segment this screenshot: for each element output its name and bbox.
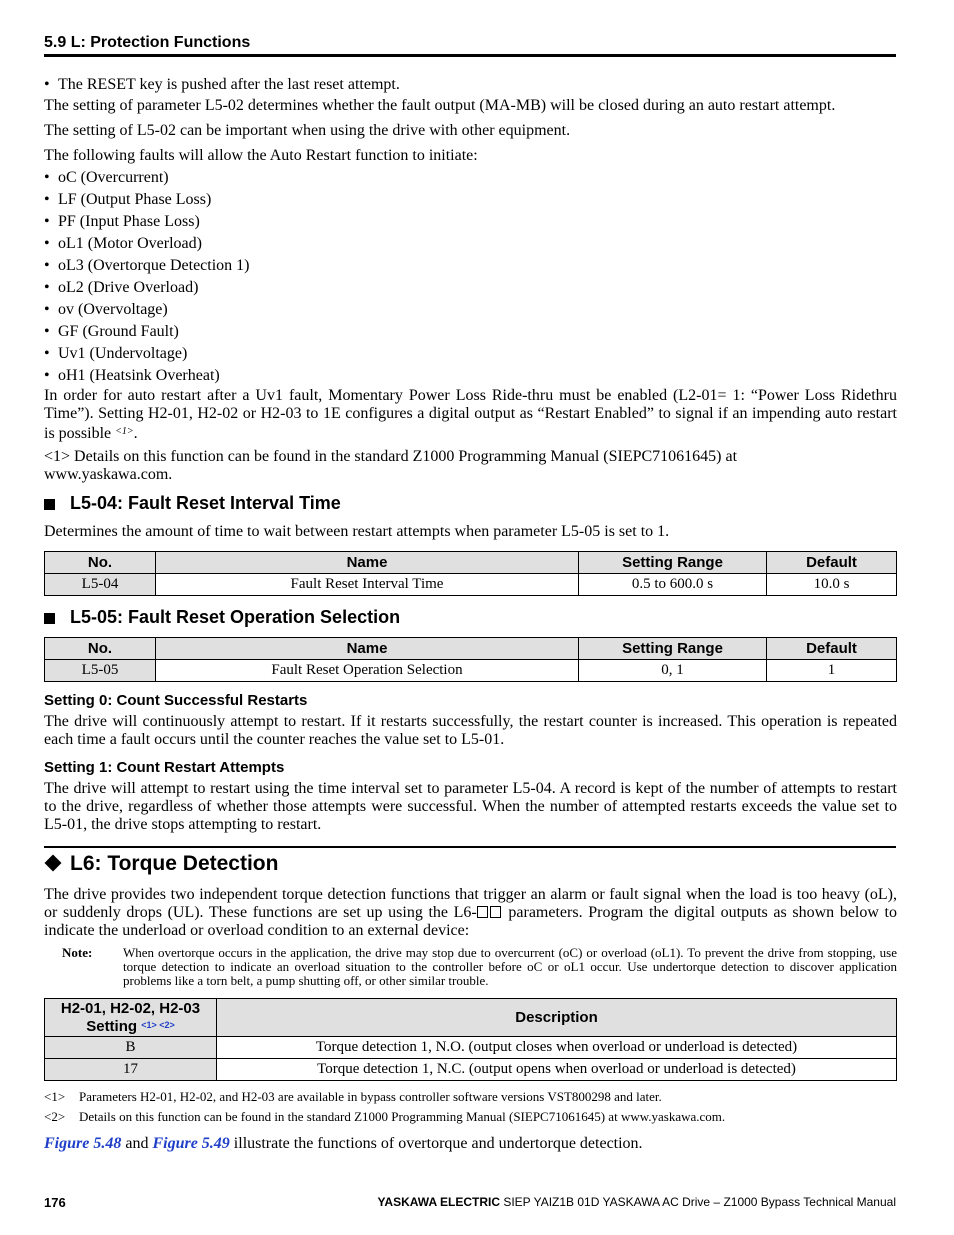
column-header: No. xyxy=(45,638,156,660)
note-text: When overtorque occurs in the application, the drive may stop due to overcurrent (oC) or overload (oL1). To prevent the drive from stopping, use torque detection to indicate an overload situation to the controller before oC or oL1 occur. Use undertorque detection to discover application problems like a torn belt, a pump shutting off, or other similar trouble. xyxy=(123,945,897,988)
period: . xyxy=(133,425,138,442)
setting-label: Setting xyxy=(86,1017,138,1035)
l504-heading xyxy=(44,493,341,514)
bullet-icon: • xyxy=(44,301,50,318)
bullet-icon: • xyxy=(44,235,50,252)
table-cell: 0.5 to 600.0 s xyxy=(579,574,767,596)
diamond-bullet-icon xyxy=(45,855,62,872)
table-cell: 10.0 s xyxy=(767,574,897,596)
column-header: Default xyxy=(767,552,897,574)
section-header: 5.9 L: Protection Functions xyxy=(44,34,251,51)
column-header-line: H2-01, H2-02, H2-03 xyxy=(60,999,201,1017)
fault-list-item xyxy=(44,279,198,297)
column-header xyxy=(45,999,217,1037)
column-header: Setting Range xyxy=(579,552,767,574)
list-item: • The RESET key is pushed after the last reset attempt. xyxy=(44,76,400,93)
setting0-heading: Setting 0: Count Successful Restarts xyxy=(44,692,308,709)
fault-text: LF (Output Phase Loss) xyxy=(58,191,212,208)
fault-text: oH1 (Heatsink Overheat) xyxy=(58,367,220,384)
bullet-icon: • xyxy=(44,169,50,186)
l504-heading-text: L5-04: Fault Reset Interval Time xyxy=(70,493,341,513)
table-cell: 0, 1 xyxy=(579,660,767,682)
table-row xyxy=(45,574,897,596)
column-header: Name xyxy=(156,552,579,574)
l505-table xyxy=(44,637,897,682)
bullet-icon: • xyxy=(44,213,50,230)
ref-marks: <1> <2> xyxy=(141,1019,175,1030)
table-cell: L5-05 xyxy=(45,660,156,682)
page-number: 176 xyxy=(44,1195,66,1210)
table-cell: B xyxy=(45,1037,217,1059)
column-header: Default xyxy=(767,638,897,660)
table-cell: L5-04 xyxy=(45,574,156,596)
uv1-paragraph xyxy=(44,387,897,443)
l504-table xyxy=(44,551,897,596)
footnote-mark: <1> xyxy=(44,1089,66,1104)
fault-list-item xyxy=(44,191,211,209)
fault-text: Uv1 (Undervoltage) xyxy=(58,345,188,362)
bullet-icon: • xyxy=(44,323,50,340)
placeholder-boxes-icon xyxy=(477,904,503,922)
l6-paragraph xyxy=(44,886,897,940)
table-row xyxy=(45,660,897,682)
square-bullet-icon xyxy=(44,499,55,510)
fault-list-item xyxy=(44,257,249,275)
bullet-icon: • xyxy=(44,279,50,296)
footnote-text: Parameters H2-01, H2-02, and H2-03 are available in bypass controller software versions VST800298 and later. xyxy=(79,1089,662,1104)
paragraph: The setting of L5-02 can be important when using the drive with other equipment. xyxy=(44,122,571,139)
l504-description: Determines the amount of time to wait between restart attempts when parameter L5-05 is set to 1. xyxy=(44,523,670,540)
fault-text: PF (Input Phase Loss) xyxy=(58,213,200,230)
paragraph: The setting of parameter L5-02 determines whether the fault output (MA-MB) will be closed during an auto restart attempt. xyxy=(44,97,836,114)
table-cell: Torque detection 1, N.O. (output closes when overload or underload is detected) xyxy=(217,1037,897,1059)
setting0-text: The drive will continuously attempt to restart. If it restarts successfully, the restart counter is increased. This operation is repeated each time a fault occurs until the counter reaches the value set to L5-01. xyxy=(44,713,897,748)
setting1-text: The drive will attempt to restart using the time interval set to parameter L5-04. A record is kept of the number of attempts to restart to the drive, regardless of whether those attempts were successful. When the number of attempted restarts exceeds the value set to L5-01, the drive stops attempting to restart. xyxy=(44,780,897,833)
l6-text-start: The drive provides two independent torque detection functions that trigger an alarm or fault signal when the load is too heavy (oL), or suddenly drops (UL). These functions are set up using the L6- xyxy=(44,886,897,921)
fault-text: oL3 (Overtorque Detection 1) xyxy=(58,257,250,274)
l6-heading-text: L6: Torque Detection xyxy=(70,852,279,875)
figure-5-48-link[interactable]: Figure 5.48 xyxy=(44,1135,122,1152)
bullet-icon: • xyxy=(44,191,50,208)
table-row xyxy=(45,1059,897,1081)
figure-5-49-link[interactable]: Figure 5.49 xyxy=(152,1135,230,1152)
reference-note: <1> Details on this function can be found in the standard Z1000 Programming Manual (SIEPC71061645) at www.yaskawa.com. xyxy=(44,448,738,483)
fault-list-item xyxy=(44,235,202,253)
fault-text: oL2 (Drive Overload) xyxy=(58,279,199,296)
fault-list-item xyxy=(44,323,179,341)
fault-list-item xyxy=(44,169,169,187)
paragraph: The following faults will allow the Auto Restart function to initiate: xyxy=(44,147,478,164)
column-header: Description xyxy=(217,999,897,1037)
bullet-icon: • xyxy=(44,345,50,362)
table-cell: Fault Reset Interval Time xyxy=(156,574,579,596)
footnote-mark: <2> xyxy=(44,1109,66,1124)
l6-heading xyxy=(44,852,278,876)
column-header: No. xyxy=(45,552,156,574)
l505-heading xyxy=(44,607,400,628)
fault-text: oC (Overcurrent) xyxy=(58,169,169,186)
header-rule xyxy=(44,54,896,57)
footer-brand: YASKAWA ELECTRIC xyxy=(377,1195,500,1209)
reset-bullet-text: The RESET key is pushed after the last reset attempt. xyxy=(58,76,400,93)
fault-list-item xyxy=(44,213,200,231)
table-row xyxy=(45,1037,897,1059)
note-label: Note: xyxy=(62,945,93,960)
bullet-icon: • xyxy=(44,367,50,384)
h2-settings-table xyxy=(44,998,897,1081)
figure-reference-line xyxy=(44,1135,897,1153)
l6-text-end: parameters. Program the digital outputs as shown below to indicate the underload or overload condition to an external device: xyxy=(44,904,898,939)
table-cell: Fault Reset Operation Selection xyxy=(156,660,579,682)
table-cell: 17 xyxy=(45,1059,217,1081)
column-header: Setting Range xyxy=(579,638,767,660)
table-cell: 1 xyxy=(767,660,897,682)
footnote-text: Details on this function can be found in the standard Z1000 Programming Manual (SIEPC71061645) at www.yaskawa.com. xyxy=(79,1109,726,1124)
fault-list-item xyxy=(44,301,168,319)
section-rule xyxy=(44,846,896,848)
fault-list-item xyxy=(44,345,187,363)
fault-text: oL1 (Motor Overload) xyxy=(58,235,202,252)
column-header: Name xyxy=(156,638,579,660)
footer-doc: SIEP YAIZ1B 01D YASKAWA AC Drive – Z1000 Bypass Technical Manual xyxy=(503,1195,896,1209)
figure-line-rest: illustrate the functions of overtorque and undertorque detection. xyxy=(233,1135,643,1152)
l505-heading-text: L5-05: Fault Reset Operation Selection xyxy=(70,607,401,627)
fault-list-item xyxy=(44,367,220,385)
table-cell: Torque detection 1, N.C. (output opens when overload or underload is detected) xyxy=(217,1059,897,1081)
column-header-line xyxy=(45,1017,216,1035)
square-bullet-icon xyxy=(44,613,55,624)
bullet-icon: • xyxy=(44,257,50,274)
and-text: and xyxy=(125,1135,149,1152)
footer-text xyxy=(378,1195,896,1209)
setting1-heading: Setting 1: Count Restart Attempts xyxy=(44,759,285,776)
uv1-text: In order for auto restart after a Uv1 fault, Momentary Power Loss Ride-thru must be enabled (L2-01= 1: “Power Loss Ridethru Time”). Setting H2-01, H2-02 or H2-03 to 1E configures a digital output as “Restart Enabled” to signal if an impending auto restart is possible xyxy=(44,387,897,442)
fault-text: ov (Overvoltage) xyxy=(58,301,168,318)
ref-mark: <1> xyxy=(115,426,134,437)
fault-text: GF (Ground Fault) xyxy=(58,323,179,340)
